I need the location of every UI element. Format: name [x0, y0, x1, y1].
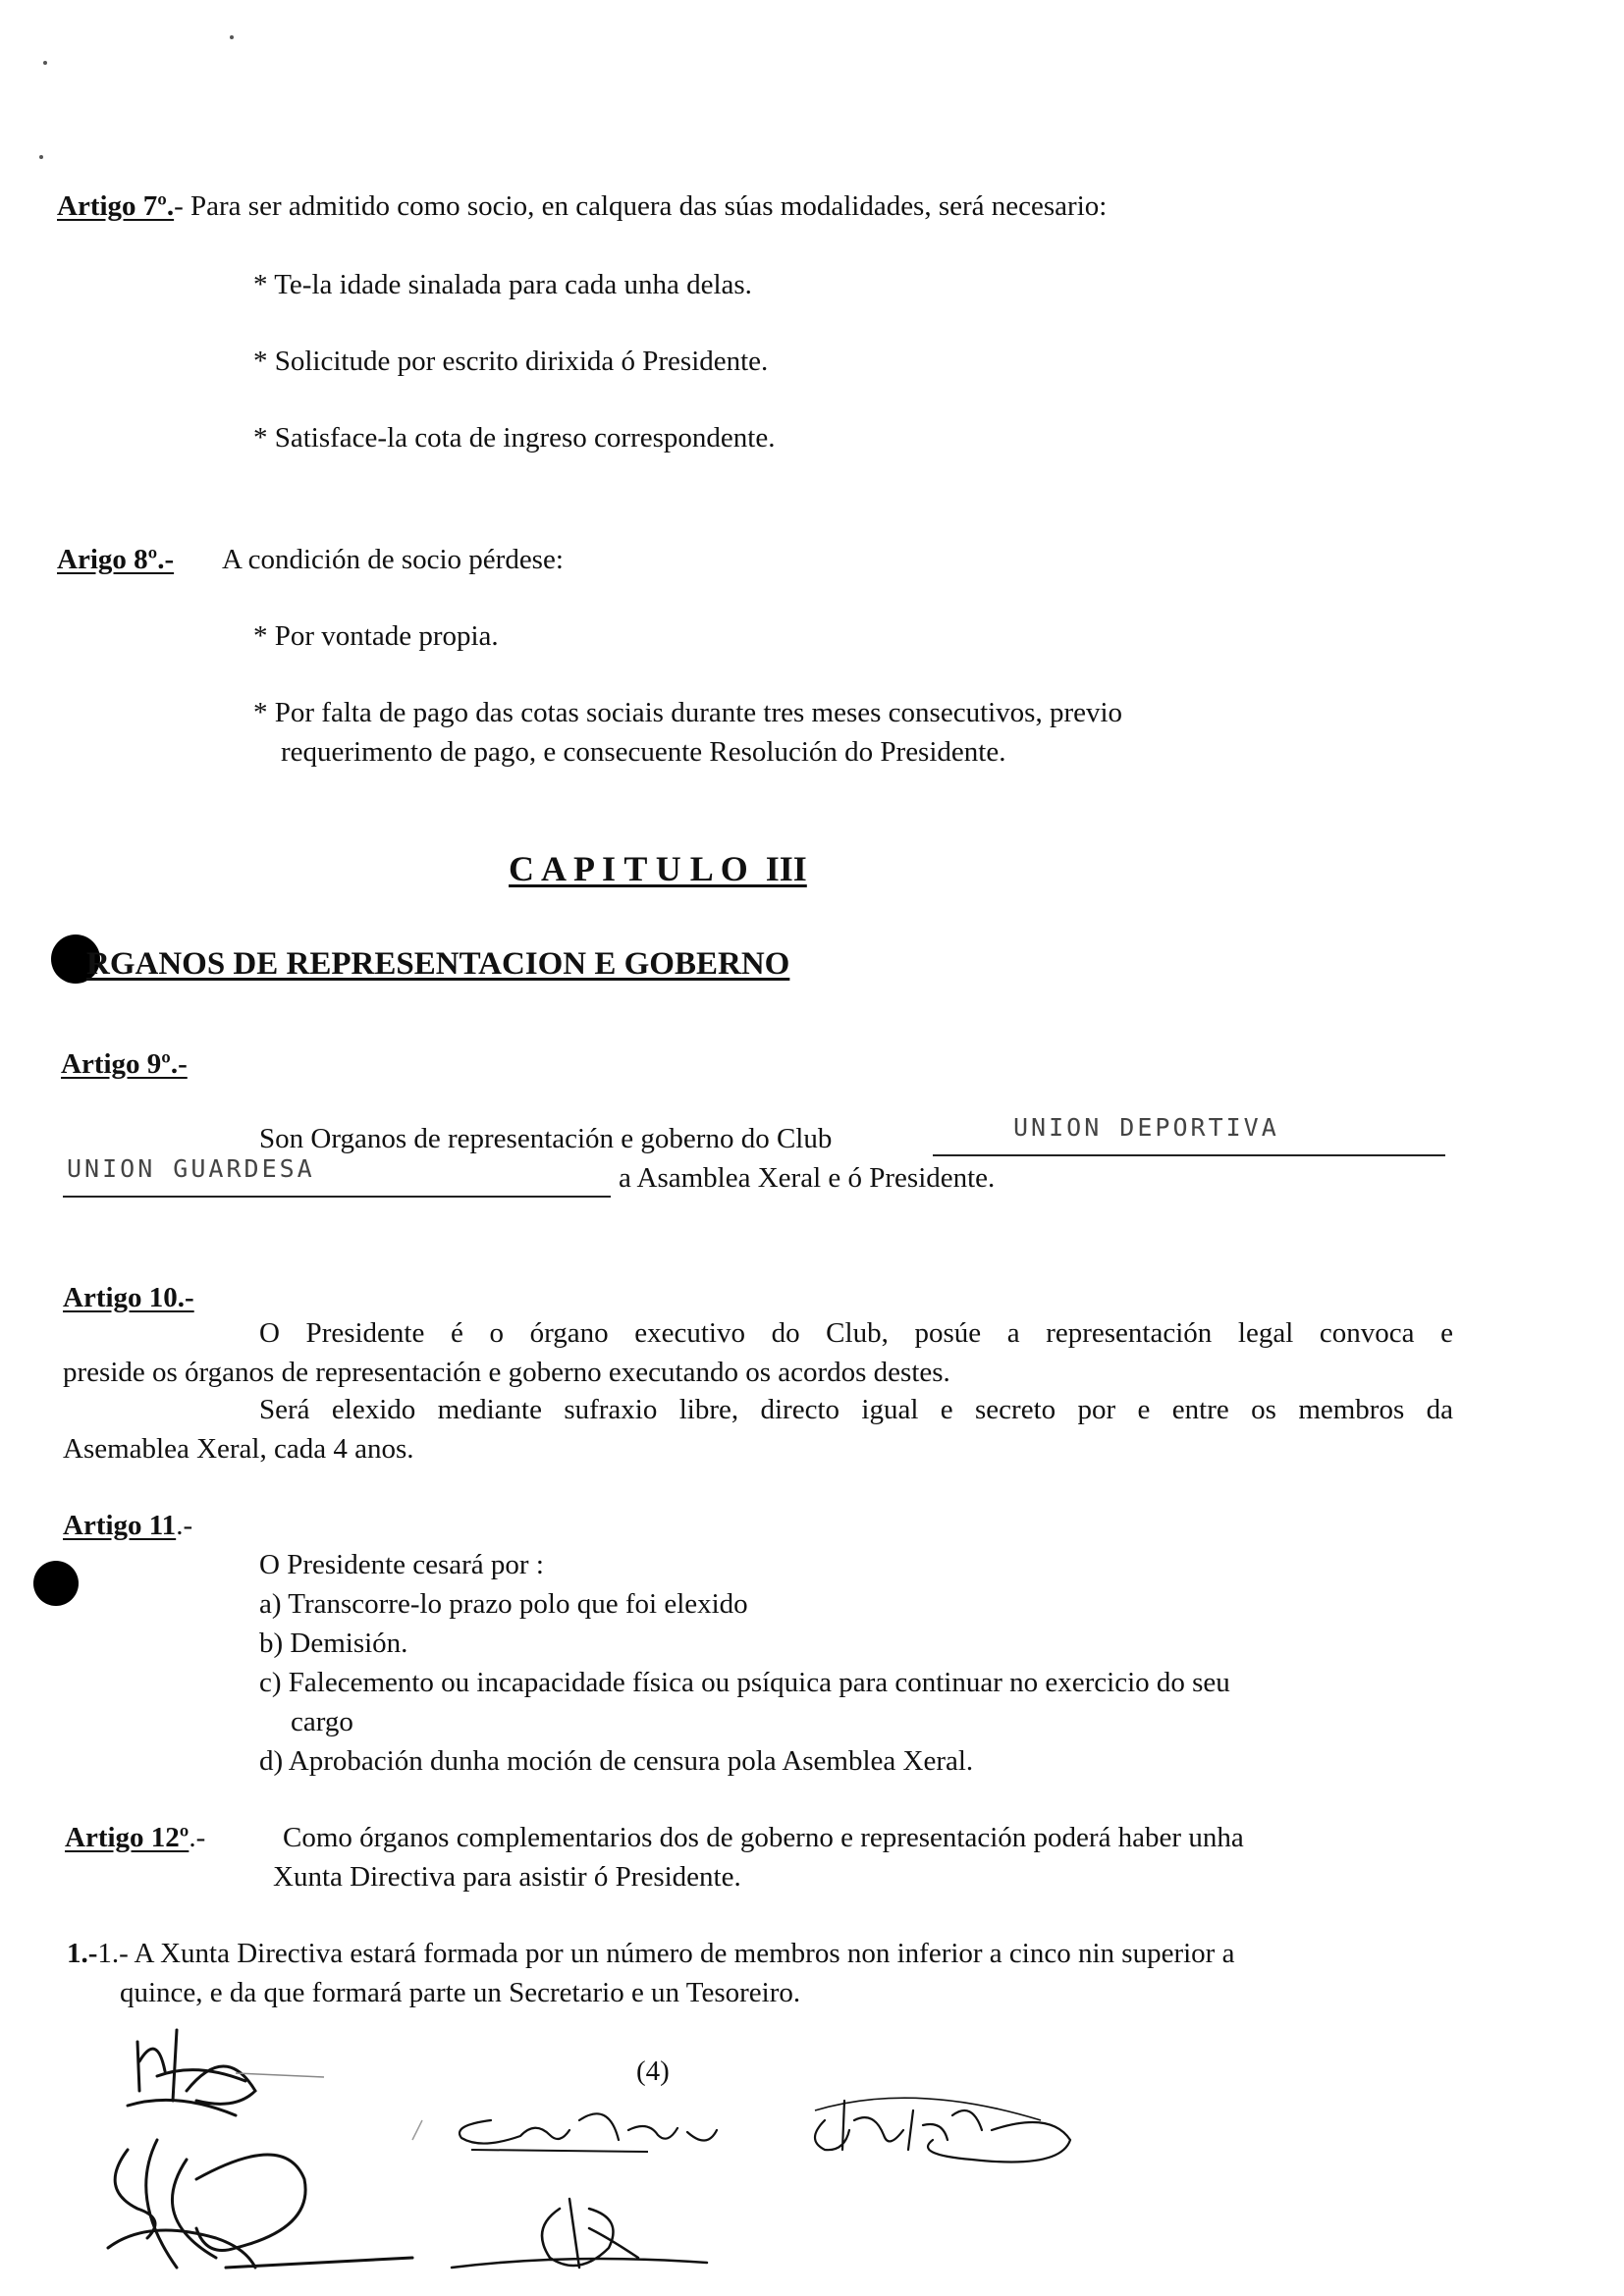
signature-3 — [412, 2081, 746, 2287]
art11-item-c-cont: cargo — [291, 1706, 353, 1737]
art11-item-c: c) Falecemento ou incapacidade física ou psíquica para continuar no exercicio do seu — [259, 1667, 1230, 1698]
art12-p1-line-2: quince, e da que formará parte un Secretario e un Tesoreiro. — [120, 1977, 801, 2008]
art12-label: Artigo 12º — [65, 1822, 189, 1853]
art11-item-d: d) Aprobación dunha moción de censura pola Asemblea Xeral. — [259, 1745, 974, 1777]
art12-heading — [65, 1818, 205, 1857]
signature-2 — [88, 2120, 442, 2287]
art7-label: Artigo 7º. — [57, 190, 175, 222]
page-number: (4) — [636, 2056, 670, 2087]
art9-typed-club-name-1: UNION DEPORTIVA — [1013, 1113, 1279, 1142]
art11-suffix: .- — [176, 1510, 193, 1541]
art7-item-2: * Solicitude por escrito dirixida ó Presidente. — [253, 346, 769, 377]
art12-p1-line-1 — [67, 1934, 1234, 1973]
art7-heading — [57, 187, 1107, 226]
art7-item-3: * Satisface-la cota de ingreso correspondente. — [253, 422, 776, 454]
art10-p1-line-2: preside os órganos de representación e goberno executando os acordos destes. — [63, 1357, 950, 1388]
scan-speck — [43, 61, 47, 65]
art11-intro: O Presidente cesará por : — [259, 1549, 544, 1580]
art9-line-1: Son Organos de representación e goberno do Club — [259, 1123, 833, 1154]
art11-heading — [63, 1506, 192, 1545]
art12-line-2: Xunta Directiva para asistir ó Presidente. — [273, 1861, 741, 1893]
art8-item-2-line-1: * Por falta de pago das cotas sociais durante tres meses consecutivos, previo — [253, 697, 1123, 728]
art9-line-2: a Asamblea Xeral e ó Presidente. — [619, 1162, 996, 1194]
art7-text: - Para ser admitido como socio, en calquera das súas modalidades, será necesario: — [174, 190, 1108, 222]
art10-p1-line-1: O Presidente é o órgano executivo do Club, posúe a representación legal convoca e — [259, 1317, 1453, 1349]
art9-fill-line-1 — [933, 1154, 1445, 1156]
art12-line-1: Como órganos complementarios dos de goberno e representación poderá haber unha — [283, 1822, 1244, 1853]
art10-p2-line-2: Asemablea Xeral, cada 4 anos. — [63, 1433, 414, 1465]
scan-speck — [39, 155, 43, 159]
art8-item-1: * Por vontade propia. — [253, 620, 499, 652]
art10-label: Artigo 10.- — [63, 1282, 194, 1313]
punch-hole-mark — [33, 1561, 79, 1606]
art12-p1-text: 1.- A Xunta Directiva estará formada por un número de membros non inferior a cinco nin superior a — [97, 1938, 1235, 1969]
signature-1 — [88, 2022, 324, 2130]
art8-label: Arigo 8º.- — [57, 544, 175, 575]
art10-p2-line-1: Será elexido mediante sufraxio libre, directo igual e secreto por e entre os membros da — [259, 1394, 1453, 1425]
art8-text: A condición de socio pérdese: — [222, 544, 564, 575]
scan-speck — [230, 35, 234, 39]
art8-item-2-line-2: requerimento de pago, e consecuente Resolución do Presidente. — [281, 736, 1006, 768]
chapter-title: C A P I T U L O III — [509, 849, 807, 888]
art12-p1-number: 1.- — [67, 1938, 98, 1969]
art9-label: Artigo 9º.- — [61, 1048, 188, 1080]
art7-item-1: * Te-la idade sinalada para cada unha delas. — [253, 269, 752, 300]
art11-item-b: b) Demisión. — [259, 1628, 408, 1659]
art12-suffix: .- — [189, 1822, 206, 1853]
signature-4 — [795, 2081, 1090, 2189]
art11-item-a: a) Transcorre-lo prazo polo que foi elexido — [259, 1588, 748, 1620]
art9-fill-line-2 — [63, 1196, 611, 1198]
chapter-subtitle: RGANOS DE REPRESENTACION E GOBERNO — [86, 946, 790, 982]
art11-label: Artigo 11 — [63, 1510, 177, 1541]
art9-typed-club-name-2: UNION GUARDESA — [67, 1154, 315, 1183]
